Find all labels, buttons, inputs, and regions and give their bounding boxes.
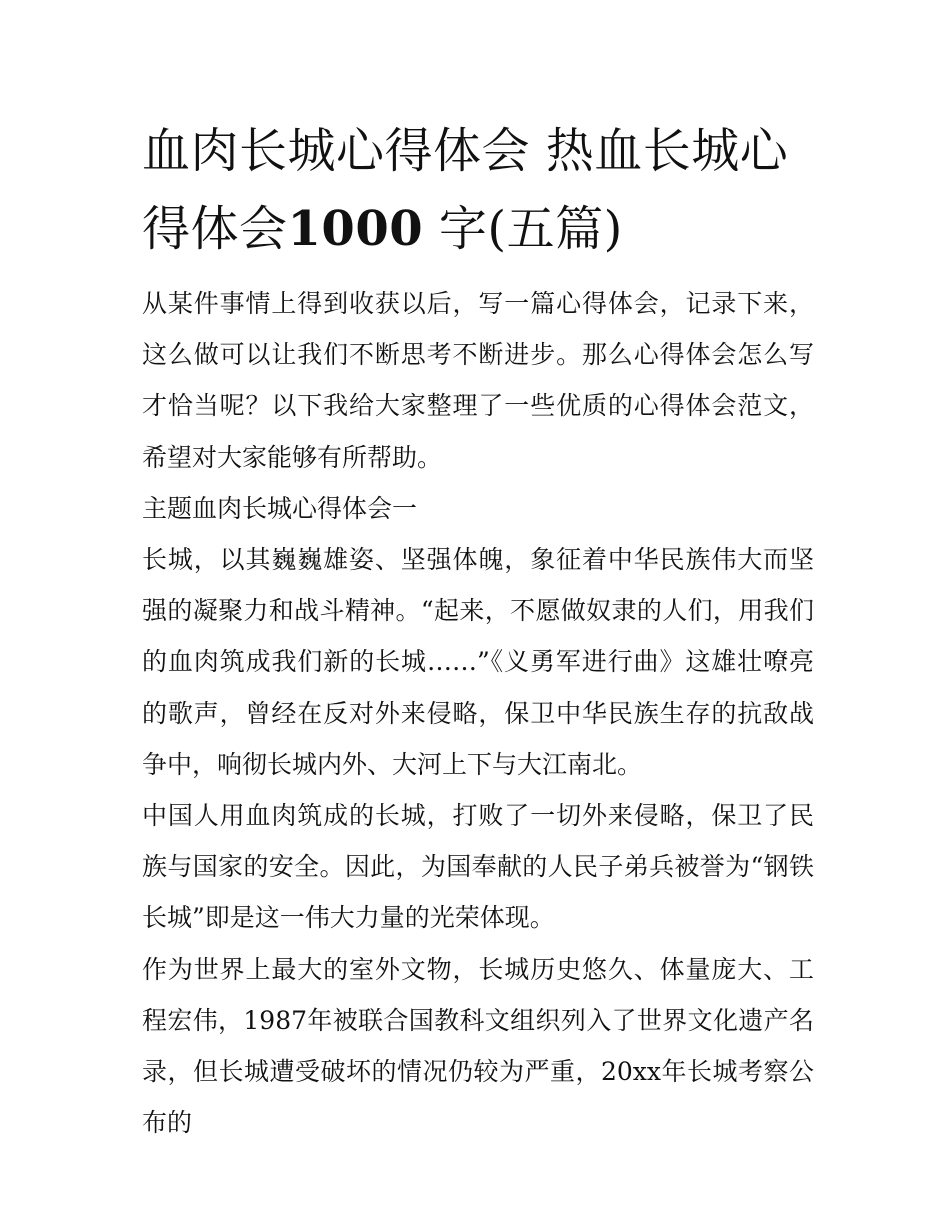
document-body: [142, 278, 814, 1148]
document-page: [142, 112, 814, 1148]
body-paragraph: 长城，以其巍巍雄姿、坚强体魄，象征着中华民族伟大而坚强的凝聚力和战斗精神。“起来，不愿做奴隶的人们，用我们的血肉筑成我们新的长城……”《义勇军进行曲》这雄壮嘹亮的歌声，曾经在反对外来侵略，保卫中华民族生存的抗敌战争中，响彻长城内外、大河上下与大江南北。: [142, 545, 814, 779]
intro-paragraph: 从某件事情上得到收获以后，写一篇心得体会，记录下来，这么做可以让我们不断思考不断进步。那么心得体会怎么写才恰当呢？以下我给大家整理了一些优质的心得体会范文，希望对大家能够有所帮助。: [142, 289, 814, 472]
body-paragraph: 作为世界上最大的室外文物，长城历史悠久、体量庞大、工程宏伟，1987年被联合国教科文组织列入了世界文化遗产名录，但长城遭受破坏的情况仍较为严重，20xx年长城考察公布的: [142, 954, 814, 1138]
body-paragraph: 中国人用血肉筑成的长城，打败了一切外来侵略，保卫了民族与国家的安全。因此，为国奉献的人民子弟兵被誉为“钢铁长城”即是这一伟大力量的光荣体现。: [142, 801, 814, 933]
section-heading: 主题血肉长城心得体会一: [142, 493, 418, 523]
title-text-part-2: 1000: [287, 201, 424, 257]
title-text-part-3: 字(五篇): [438, 201, 623, 257]
document-title: [142, 112, 814, 268]
title-text-part-1: 血肉长城心得体会 热血长城心得体会: [142, 123, 789, 257]
